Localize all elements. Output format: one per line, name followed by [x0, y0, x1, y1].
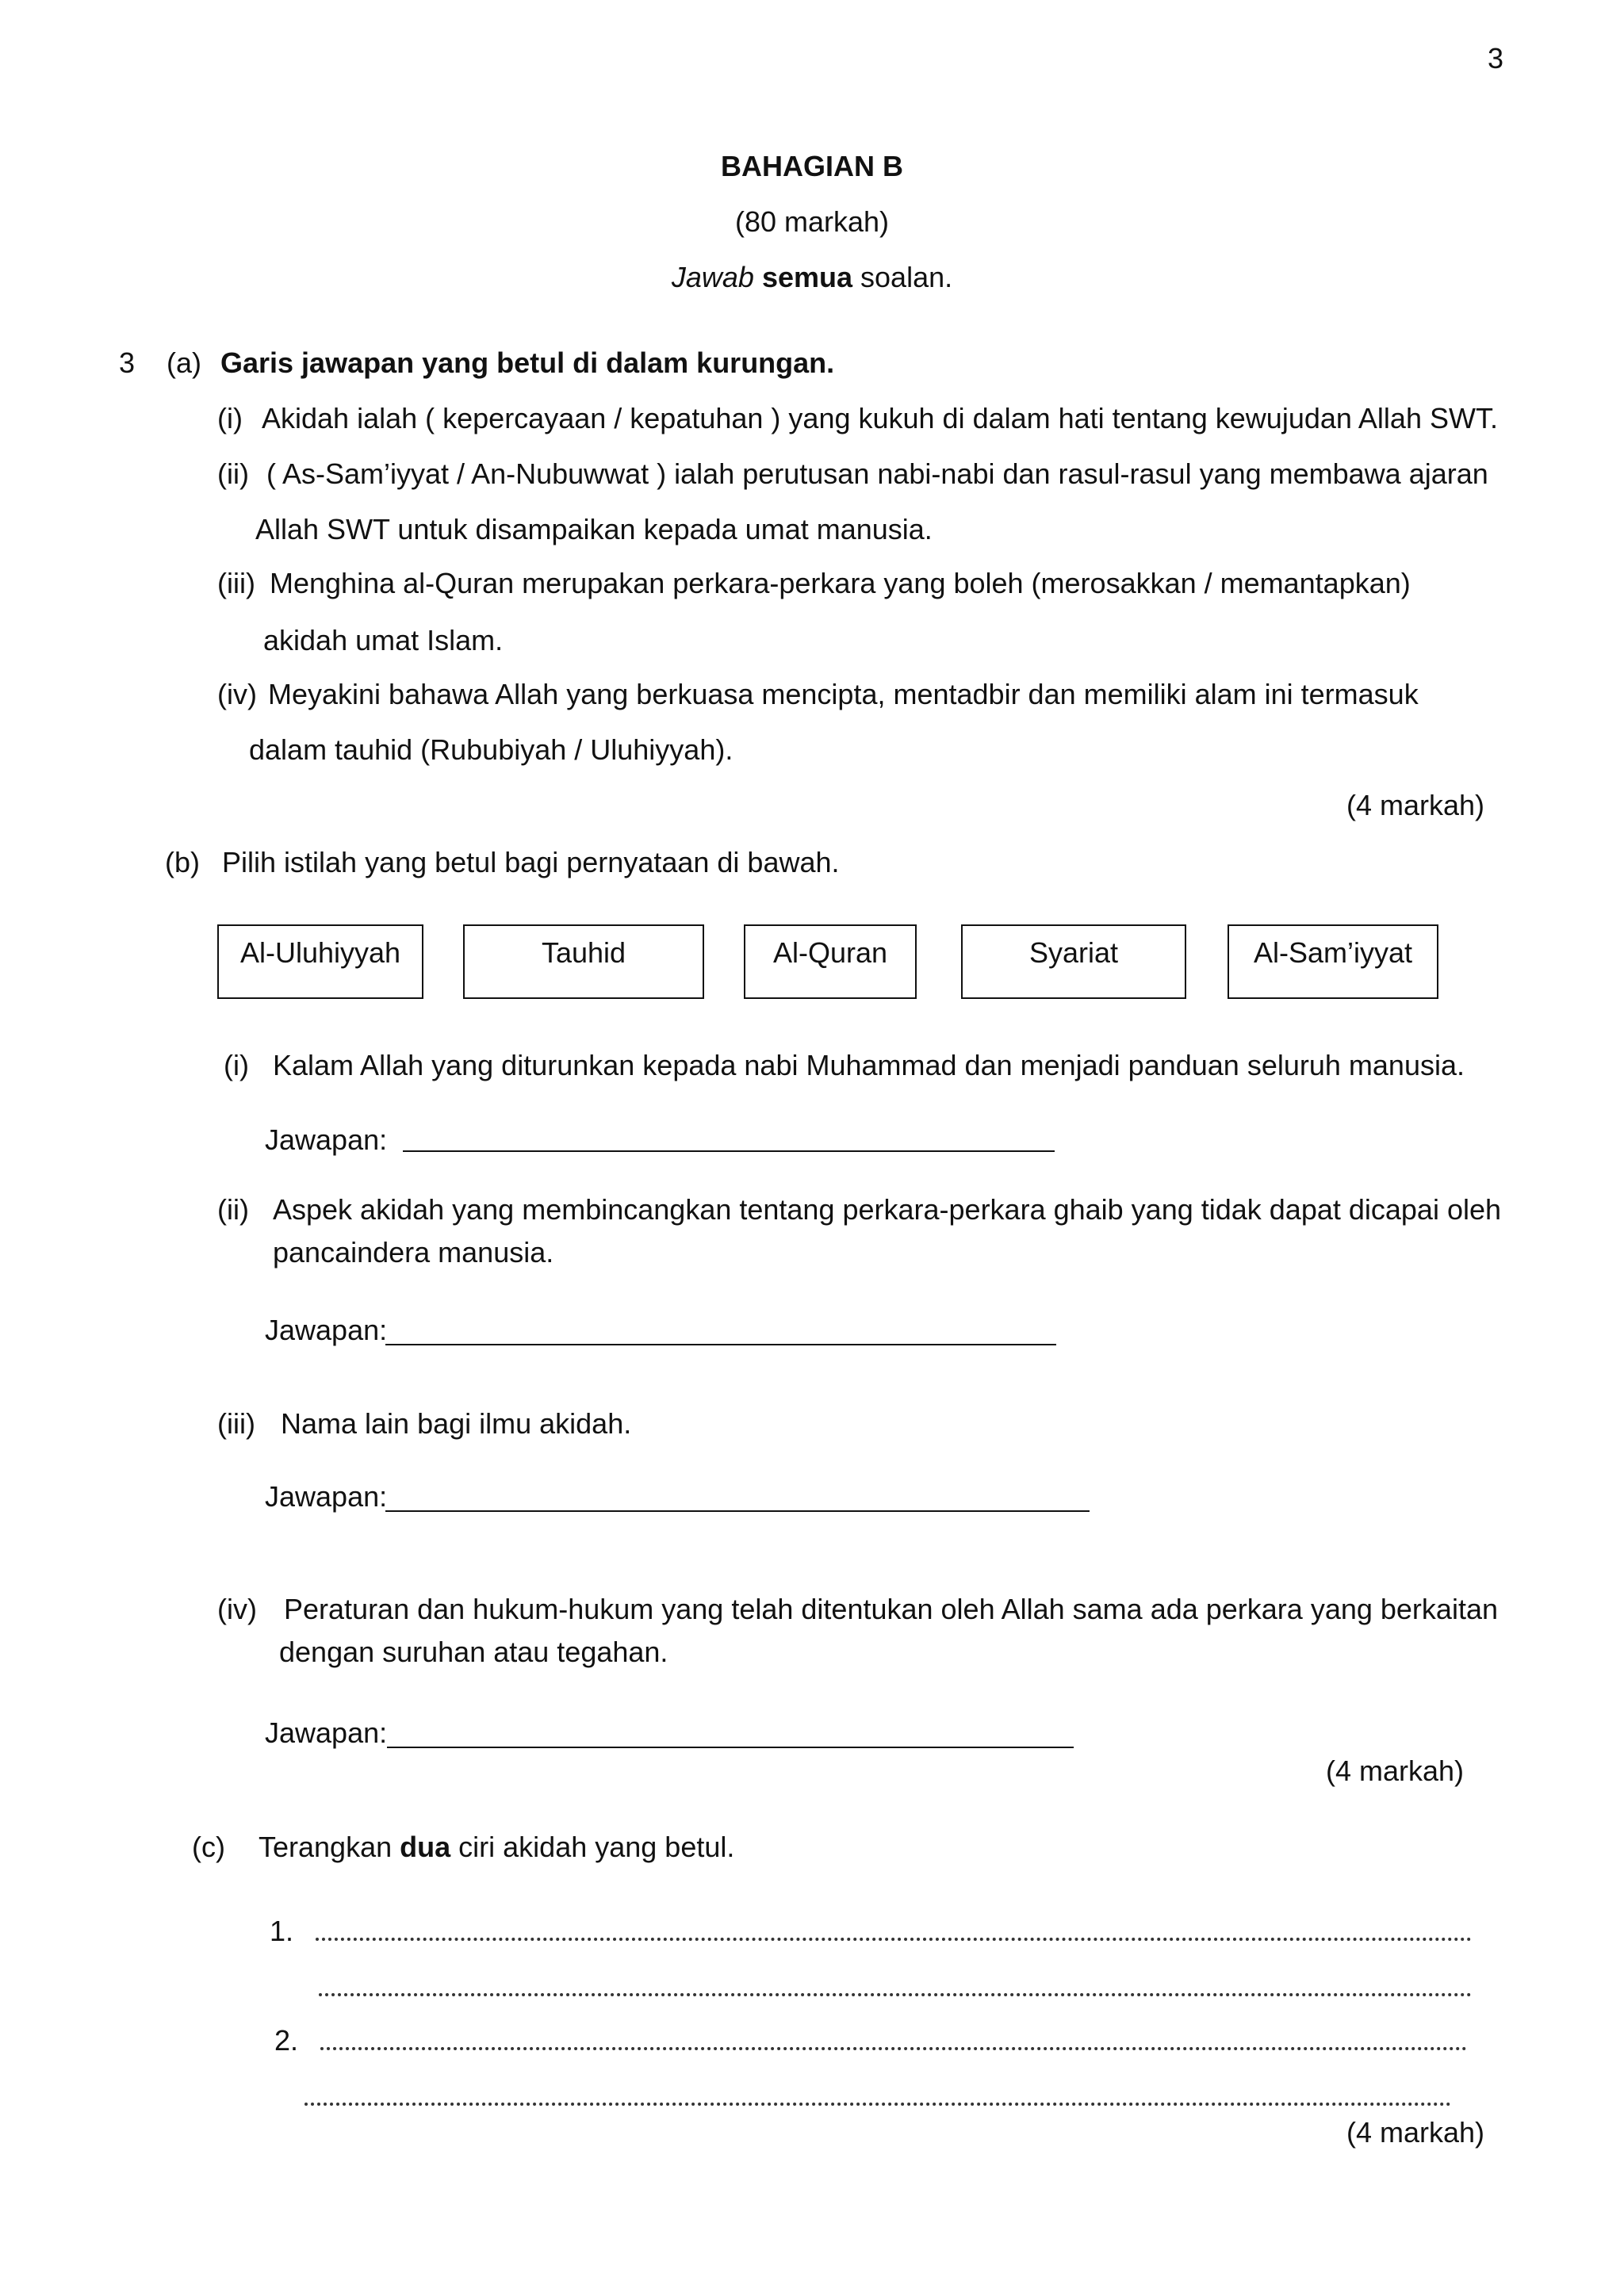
answer-label-ii: Jawapan:: [265, 1314, 388, 1346]
part-b-marks: (4 markah): [1326, 1755, 1465, 1787]
answer-label-iv: Jawapan:: [265, 1716, 388, 1749]
answer-dots-2a[interactable]: [320, 2047, 1467, 2050]
part-b-item-iv-label: (iv): [217, 1593, 257, 1625]
part-b-instruction: Pilih istilah yang betul bagi pernyataan di bawah.: [222, 846, 840, 878]
part-b-item-iv-text: Peraturan dan hukum-hukum yang telah ditentukan oleh Allah sama ada perkara yang berkaitan: [284, 1593, 1498, 1625]
part-c-instruction-pre: Terangkan: [259, 1831, 393, 1863]
part-a-item-i-label: (i): [217, 402, 243, 434]
section-instruction: [0, 263, 1624, 292]
instruction-bold: semua: [761, 261, 853, 293]
option-box-tauhid: Tauhid: [463, 924, 704, 999]
answer-dots-2b[interactable]: [304, 2103, 1451, 2106]
part-c-answer-2-label: 2.: [274, 2024, 299, 2057]
part-c-label: (c): [192, 1831, 225, 1863]
part-c-marks: (4 markah): [1346, 2116, 1485, 2149]
part-a-item-iii-label: (iii): [217, 567, 255, 599]
part-b-item-i-label: (i): [224, 1049, 249, 1081]
section-title: BAHAGIAN B: [721, 150, 903, 182]
answer-line-iv[interactable]: [387, 1747, 1074, 1748]
part-a-marks: (4 markah): [1346, 789, 1485, 821]
part-c-instruction-post: ciri akidah yang betul.: [458, 1831, 735, 1863]
page-number: 3: [1488, 42, 1504, 75]
instruction-italic: Jawab: [671, 261, 754, 293]
part-b-item-ii-text: Aspek akidah yang membincangkan tentang perkara-perkara ghaib yang tidak dapat dicapai oleh: [273, 1193, 1502, 1226]
part-c-answer-1-label: 1.: [270, 1915, 294, 1947]
part-a-item-ii-label: (ii): [217, 457, 249, 490]
part-a-item-iv-text-2: dalam tauhid (Rububiyah / Uluhiyyah).: [249, 733, 733, 766]
part-a-instruction: Garis jawapan yang betul di dalam kurungan.: [220, 346, 835, 379]
answer-label-i: Jawapan:: [265, 1123, 388, 1156]
option-box-al-uluhiyyah: Al-Uluhiyyah: [217, 924, 423, 999]
part-a-label: (a): [167, 346, 201, 379]
part-b-item-iii-text: Nama lain bagi ilmu akidah.: [281, 1407, 632, 1440]
instruction-rest: soalan.: [860, 261, 953, 293]
part-c-instruction: [259, 1833, 734, 1862]
part-b-label: (b): [165, 846, 200, 878]
answer-line-ii[interactable]: [385, 1344, 1056, 1345]
part-c-instruction-bold: dua: [400, 1831, 451, 1863]
part-a-item-i-text: Akidah ialah ( kepercayaan / kepatuhan ) yang kukuh di dalam hati tentang kewujudan Allah SWT.: [262, 402, 1498, 434]
part-a-item-ii-text: ( As-Sam’iyyat / An-Nubuwwat ) ialah perutusan nabi-nabi dan rasul-rasul yang membawa ajaran: [266, 457, 1488, 490]
part-b-item-ii-text-2: pancaindera manusia.: [273, 1236, 554, 1269]
question-number: 3: [119, 346, 136, 379]
part-a-item-ii-text-2: Allah SWT untuk disampaikan kepada umat manusia.: [255, 513, 933, 545]
answer-dots-1a[interactable]: [316, 1938, 1472, 1941]
part-b-item-iv-text-2: dengan suruhan atau tegahan.: [279, 1636, 668, 1668]
answer-dots-1b[interactable]: [319, 1993, 1472, 1996]
answer-label-iii: Jawapan:: [265, 1480, 388, 1513]
part-a-item-iii-text: Menghina al-Quran merupakan perkara-perkara yang boleh (merosakkan / memantapkan): [270, 567, 1411, 599]
option-box-syariat: Syariat: [961, 924, 1186, 999]
option-box-al-quran: Al-Quran: [744, 924, 917, 999]
part-b-item-i-text: Kalam Allah yang diturunkan kepada nabi Muhammad dan menjadi panduan seluruh manusia.: [273, 1049, 1465, 1081]
part-b-item-iii-label: (iii): [217, 1407, 255, 1440]
answer-line-i[interactable]: [403, 1150, 1055, 1152]
part-a-item-iii-text-2: akidah umat Islam.: [263, 624, 504, 656]
part-a-item-iv-label: (iv): [217, 678, 257, 710]
part-b-item-ii-label: (ii): [217, 1193, 249, 1226]
part-a-item-iv-text: Meyakini bahawa Allah yang berkuasa mencipta, mentadbir dan memiliki alam ini termasuk: [268, 678, 1419, 710]
section-marks: (80 markah): [734, 205, 890, 238]
answer-line-iii[interactable]: [385, 1510, 1090, 1512]
option-box-al-samiyyat: Al-Sam’iyyat: [1228, 924, 1438, 999]
